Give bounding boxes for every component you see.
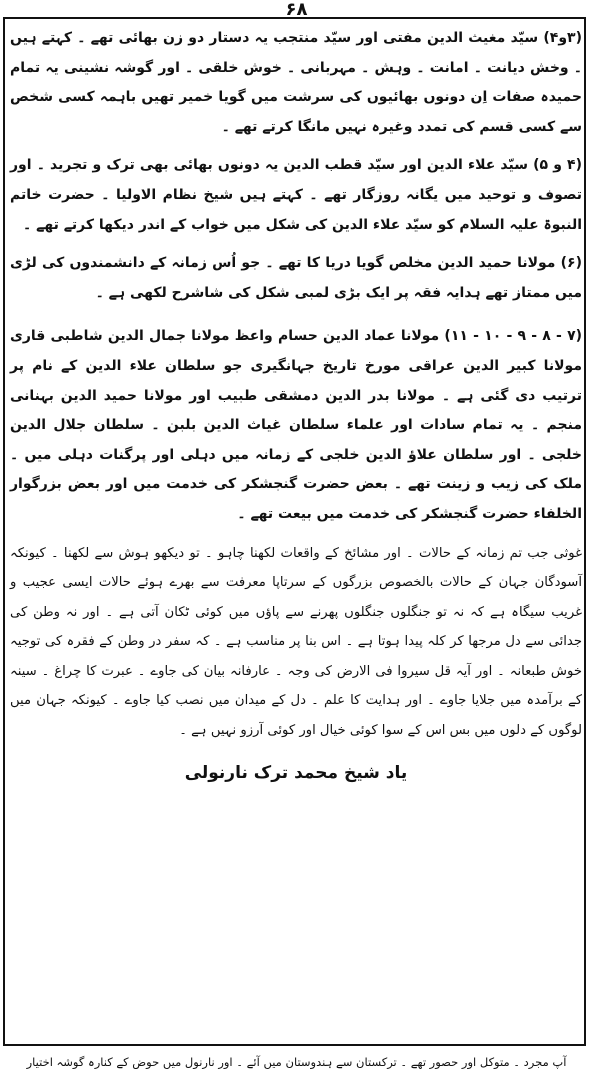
text-body [10, 24, 582, 1040]
paragraph-ghauthi-advice: غوثی جب تم زمانہ کے حالات ۔ اور مشائخ کے واقعات لکھنا چاہو ۔ تو دیکھو ہوش سے لکھنا ۔ کیونکہ آسودگان جہان کے حالات بالخصوص بزرگوں کے سرتاپا معرفت سے بھرے ہوئے حالات ایسی عجیب و غریب سیگاہ ہے کہ نہ تو جنگلوں جنگلوں پھرنے سے پاؤں میں کوئی ٹکان آتی ہے ۔ اور نہ وطن کی جدائی سے دل مرجھا کر کلہ پیدا ہوتا ہے ۔ اس بنا پر مناسب ہے ۔ کہ سفر در وطن کے فقرہ کی توجیہ خوش طبعانہ ۔ اور آیہ قل سیروا فی الارض کی وجہ ۔ عارفانہ بیان کی جاوے ۔ عبرت کا چراغ ۔ سینہ کے برآمدہ میں جلایا جاوے ۔ اور ہدایت کا علم ۔ دل کے میدان میں نصب کیا جاوے ۔ کیونکہ جہان میں لوگوں کے دلوں میں بس اس کے سوا کوئی خیال اور کوئی آرزو نہیں ہے ۔ [10, 545, 582, 739]
paragraph-sayyid-alauddin-qutbuddin: (۴ و ۵) سیّد علاء الدین اور سیّد قطب الدین یہ دونوں بھائی بھی ترک و تجرید ۔ اور تصوف و توحید میں یگانہ روزگار تھے ۔ کہتے ہیں شیخ نظام الاولیا ۔ حضرت خاتم النبوۃ علیہ السلام کو سیّد علاء الدین کی شکل میں خواب کے اندر دیکھا کرتے تھے ۔ [10, 157, 582, 233]
paragraph-maulana-hamiduddin-mukhlis: (۶) مولانا حمید الدین مخلص گویا دریا کا تھے ۔ جو اُس زمانہ کے دانشمندوں کی لڑی میں ممتاز تھے ہدایہ فقہ پر ایک بڑی لمبی شکل کی شاشرح لکھی ہے ۔ [10, 255, 582, 301]
section-heading-shaikh-muhammad-turk: یاد شیخ محمد ترک نارنولی [184, 762, 408, 783]
paragraph-sayyid-mughith-muntajab: (۳و۴) سیّد مغیث الدین مفتی اور سیّد منتجب یہ دستار دو زن بھائی تھے ۔ کہتے ہیں ۔ وخش دیانت ۔ امانت ۔ وہش ۔ مہربانی ۔ خوش خلقی ۔ اور گوشہ نشینی یہ تمام حمیدہ صفات اِن دونوں بھائیوں کی سرشت میں گویا خمیر تھیں باہمہ کسی شخص سے کسی قسم کی تمدد وغیرہ نہیں مانگا کرتے تھے ۔ [10, 30, 582, 135]
paragraph-scholars-list: (۷ - ۸ - ۹ - ۱۰ - ۱۱) مولانا عماد الدین حسام واعظ مولانا جمال الدین شاطبی قاری مولانا کبیر الدین عراقی مورخ تاریخ جہانگیری جو سلطان علاء الدین کے نام پر ترتیب دی گئی ہے ۔ مولانا بدر الدین دمشقی طبیب اور مولانا حمید الدین بہنانی منجم ۔ یہ تمام سادات اور علماء سلطان غیاث الدین بلبن ۔ سلطان جلال الدین خلجی ۔ اور سلطان علاؤ الدین خلجی کے زمانہ میں دہلی اور پرگنات دہلی میں ۔ ملک کی زیب و زینت تھے ۔ بعض حضرت گنجشکر کی خدمت میں اور بعض بزرگوار الخلفاء حضرت گنجشکر کی خدمت میں بیعت تھے ۔ [10, 328, 583, 522]
page-number: ۶۸ [285, 0, 308, 20]
footer-line: آپ مجرد ۔ متوکل اور حصور تھے ۔ ترکستان سے ہندوستان میں آئے ۔ اور نارنول میں حوض کے کنارہ گوشہ اختیار [26, 1055, 567, 1069]
